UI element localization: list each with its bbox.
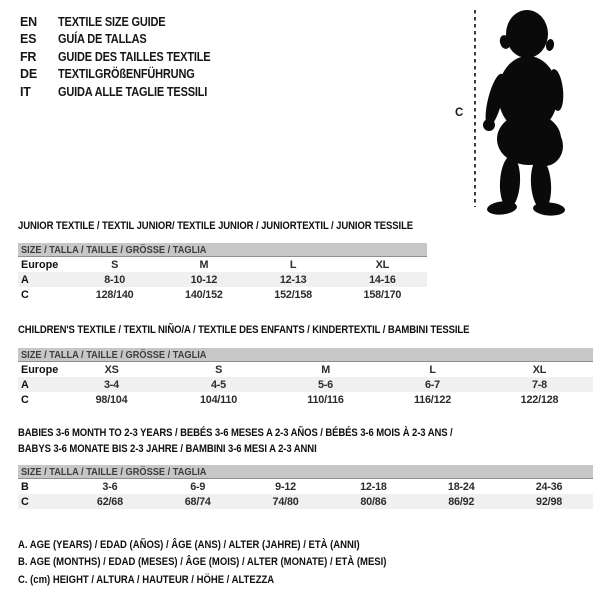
children-section-title: CHILDREN'S TEXTILE / TEXTIL NIÑO/A / TEXTILE DES ENFANTS / KINDERTEXTIL / BAMBINI TESSILE: [18, 324, 470, 336]
language-row-en: [20, 13, 231, 31]
size-cell: S: [111, 258, 119, 271]
table-row-europe: [18, 362, 593, 377]
row-label: B: [21, 480, 29, 493]
size-header-bar: [18, 243, 427, 257]
size-cell: L: [429, 363, 436, 376]
height-cell: 74/80: [272, 495, 299, 508]
height-cell: 152/158: [274, 288, 312, 301]
footnote-age-years: [18, 536, 437, 554]
height-cell: 116/122: [413, 393, 452, 406]
row-label: C: [21, 288, 29, 301]
months-cell: 3-6: [102, 480, 118, 493]
height-cell: 62/68: [96, 495, 123, 508]
height-cell: 128/140: [95, 288, 134, 301]
height-cell: 86/92: [448, 495, 475, 508]
height-cell: 92/98: [536, 495, 563, 508]
height-cell: 122/128: [520, 393, 559, 406]
footnote-list: [18, 536, 437, 589]
footnote-height-cm: [18, 571, 437, 589]
height-cell: 98/104: [95, 393, 128, 406]
height-cell: 158/170: [363, 288, 402, 301]
footnote-age-months: [18, 554, 437, 572]
size-header-label: SIZE / TALLA / TAILLE / GRÖSSE / TAGLIA: [21, 348, 207, 361]
size-header-bar: [18, 348, 593, 362]
language-row-es: [20, 31, 231, 49]
footnote-text: B. AGE (MONTHS) / EDAD (MESES) / ÂGE (MOIS) / ALTER (MONATE) / ETÀ (MESI): [18, 556, 387, 569]
footnote-text: A. AGE (YEARS) / EDAD (AÑOS) / ÂGE (ANS) / ALTER (JAHRE) / ETÀ (ANNI): [18, 538, 360, 551]
height-measure-dotted-line: [474, 10, 476, 207]
guide-title-it: GUIDA ALLE TAGLIE TESSILI: [58, 84, 208, 99]
size-header-label: SIZE / TALLA / TAILLE / GRÖSSE / TAGLIA: [21, 243, 207, 256]
row-label: C: [21, 495, 29, 508]
guide-title-de: TEXTILGRÖßENFÜHRUNG: [58, 67, 195, 82]
table-row-months: [18, 479, 593, 494]
guide-title-en: TEXTILE SIZE GUIDE: [58, 14, 166, 29]
size-cell: S: [215, 363, 223, 376]
height-cell: 68/74: [184, 495, 211, 508]
table-row-age: [18, 377, 593, 392]
size-cell: XS: [104, 363, 119, 376]
footnote-text: C. (cm) HEIGHT / ALTURA / HAUTEUR / HÖHE / ALTEZZA: [18, 573, 275, 586]
age-cell: 6-7: [424, 378, 440, 391]
language-code: FR: [20, 49, 37, 64]
table-row-europe: [18, 257, 427, 272]
age-cell: 5-6: [317, 378, 333, 391]
months-cell: 12-18: [360, 480, 387, 493]
table-row-height: [18, 287, 427, 302]
babies-section-title-line1: BABIES 3-6 MONTH TO 2-3 YEARS / BEBÉS 3-6 MESES A 2-3 AÑOS / BÉBÉS 3-6 MOIS À 2-3 ANS /: [18, 427, 453, 439]
row-label: A: [21, 273, 29, 286]
size-header-label: SIZE / TALLA / TAILLE / GRÖSSE / TAGLIA: [21, 465, 207, 478]
age-cell: 4-5: [210, 378, 226, 391]
size-cell: XL: [375, 258, 390, 271]
age-cell: 12-13: [279, 273, 307, 286]
height-cell: 80/86: [360, 495, 387, 508]
table-row-age: [18, 272, 427, 287]
months-cell: 9-12: [275, 480, 296, 493]
age-cell: 3-4: [103, 378, 119, 391]
height-marker-label: C: [455, 107, 464, 119]
size-cell: XL: [532, 363, 547, 376]
row-label: Europe: [21, 363, 59, 376]
language-code: EN: [20, 14, 37, 29]
guide-title-fr: GUIDE DES TAILLES TEXTILE: [58, 49, 211, 64]
row-label: C: [21, 393, 29, 406]
language-code: ES: [20, 32, 37, 47]
row-label: A: [21, 378, 29, 391]
size-header-bar: [18, 465, 593, 479]
months-cell: 24-36: [535, 480, 563, 493]
height-cell: 104/110: [199, 393, 238, 406]
children-size-table: [18, 348, 593, 407]
age-cell: 10-12: [190, 273, 218, 286]
language-title-list: [20, 13, 231, 101]
age-cell: 7-8: [531, 378, 547, 391]
size-cell: M: [321, 363, 330, 376]
row-label: Europe: [21, 258, 59, 271]
height-cell: 110/116: [307, 393, 344, 406]
table-row-height: [18, 494, 593, 509]
junior-size-table: [18, 243, 427, 302]
size-cell: M: [199, 258, 209, 271]
language-code: IT: [20, 84, 31, 99]
babies-size-table: [18, 465, 593, 509]
language-row-it: [20, 83, 231, 101]
months-cell: 6-9: [190, 480, 206, 493]
guide-title-es: GUÍA DE TALLAS: [58, 32, 147, 47]
junior-section-title: JUNIOR TEXTILE / TEXTIL JUNIOR/ TEXTILE JUNIOR / JUNIORTEXTIL / JUNIOR TESSILE: [18, 220, 414, 232]
height-cell: 140/152: [185, 288, 223, 301]
size-cell: L: [289, 258, 297, 271]
babies-section-title-line2: BABYS 3-6 MONATE BIS 2-3 JAHRE / BAMBINI 3-6 MESI A 2-3 ANNI: [18, 443, 317, 455]
months-cell: 18-24: [447, 480, 475, 493]
age-cell: 8-10: [104, 273, 126, 286]
age-cell: 14-16: [369, 273, 396, 286]
table-row-height: [18, 392, 593, 407]
language-row-de: [20, 66, 231, 84]
baby-silhouette-icon: [483, 4, 583, 216]
language-row-fr: [20, 48, 231, 66]
language-code: DE: [20, 67, 37, 82]
